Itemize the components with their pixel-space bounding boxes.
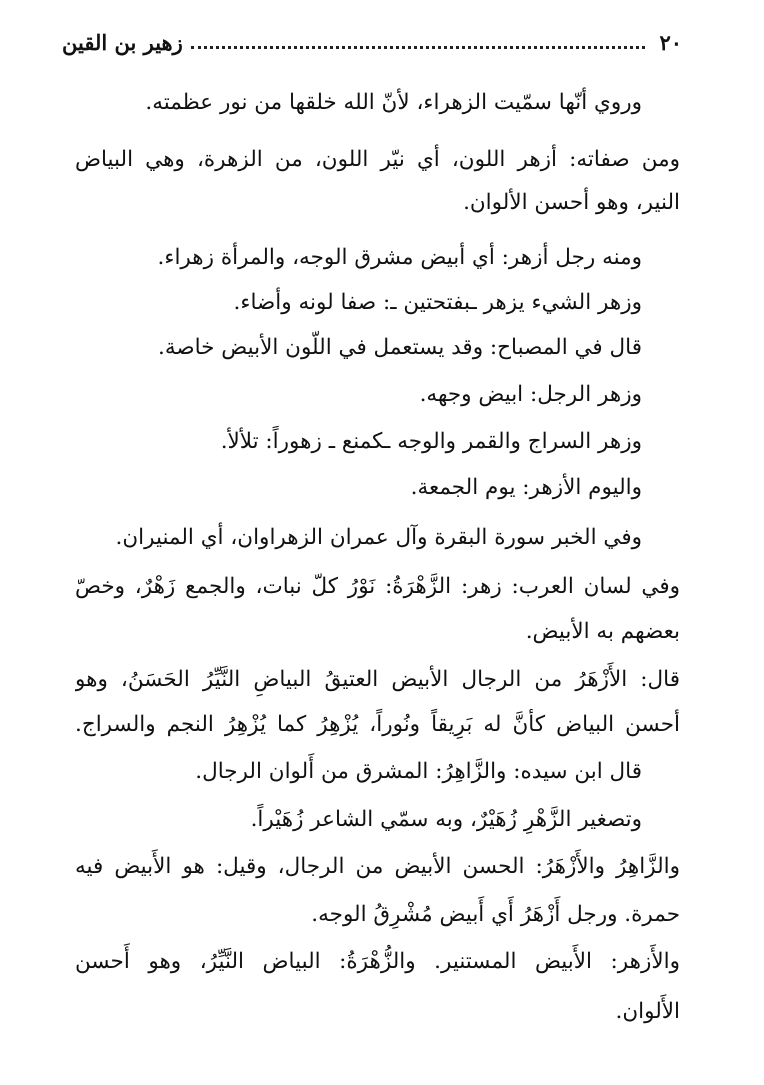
text-line: ومن صفاته: أزهر اللون، أي نيّر اللون، من الزهرة، وهي البياض <box>75 147 680 172</box>
text-line: حمرة. ورجل أَزْهَرُ أَي أَبيض مُشْرِقُ الوجه. <box>311 902 680 927</box>
text-line: وفي الخبر سورة البقرة وآل عمران الزهراوان، أي المنيران. <box>115 525 642 550</box>
text-line: وزهر الشيء يزهر ـبفتحتين ـ: صفا لونه وأضاء. <box>233 290 642 315</box>
text-line: وروي أنّها سمّيت الزهراء، لأنّ الله خلقها من نور عظمته. <box>145 90 642 115</box>
text-line: الأَلوان. <box>615 999 680 1024</box>
text-line: والأَزهر: الأَبيض المستنير. والزُّهْرَةُ: البياض النَّيِّرُ، وهو أَحسن <box>75 949 680 974</box>
text-line: ومنه رجل أزهر: أي أبيض مشرق الوجه، والمرأة زهراء. <box>157 245 642 270</box>
text-line: بعضهم به الأبيض. <box>525 619 680 644</box>
text-line: قال ابن سيده: والزَّاهِرُ: المشرق من أَلوان الرجال. <box>195 759 642 784</box>
text-line: قال في المصباح: وقد يستعمل في اللّون الأبيض خاصة. <box>157 335 642 360</box>
text-line: وفي لسان العرب: زهر: الزَّهْرَةُ: نَوْرُ كلّ نبات، والجمع زَهْرٌ، وخصّ <box>75 574 680 599</box>
text-line: واليوم الأزهر: يوم الجمعة. <box>410 475 642 500</box>
text-line: قال: الأَزْهَرُ من الرجال الأبيض العتيقُ البياضِ النَّيِّرُ الحَسَنُ، وهو <box>75 667 680 692</box>
text-line: أحسن البياض كأنَّ له بَرِيقاً ونُوراً، يُزْهِرُ كما يُزْهِرُ النجم والسراج. <box>75 712 680 737</box>
text-line: والزَّاهِرُ والأَزْهَرُ: الحسن الأبيض من الرجال، وقيل: هو الأَبيض فيه <box>75 854 680 879</box>
text-line: وزهر الرجل: ابيض وجهه. <box>419 382 642 407</box>
page-number: ٢٠ <box>659 29 682 55</box>
text-line: النير، وهو أحسن الألوان. <box>463 190 680 215</box>
text-line: وتصغير الزَّهْرِ زُهَيْرٌ، وبه سمّي الشاعر زُهَيْراً. <box>250 807 642 832</box>
running-title: زهير بن القين <box>62 29 183 55</box>
text-line: وزهر السراج والقمر والوجه ـكمنع ـ زهوراً: تلألأ. <box>220 429 642 454</box>
